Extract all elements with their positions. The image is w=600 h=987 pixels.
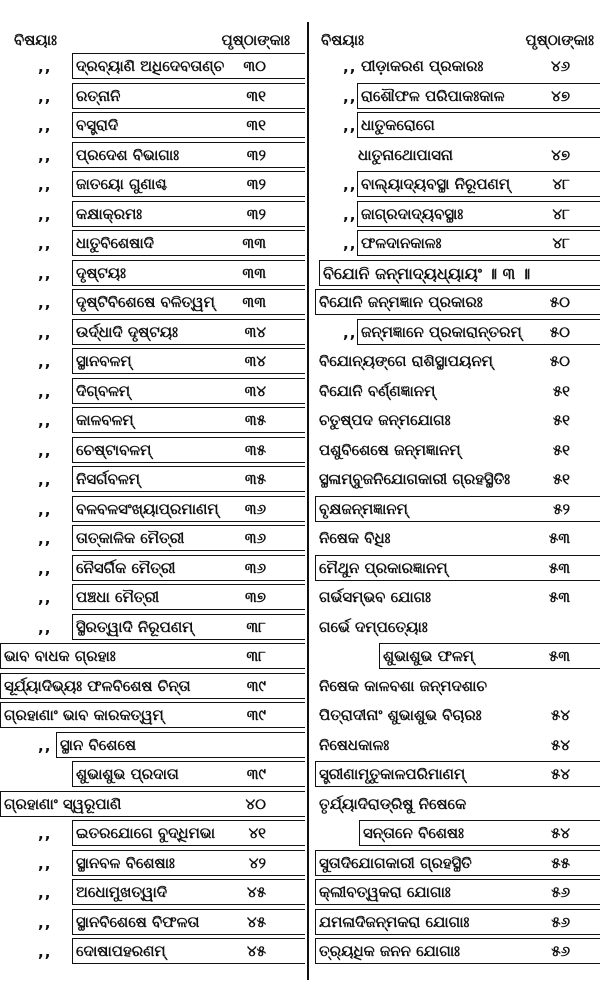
entry-title: ବଳବଳସଂଖ୍ୟାପ୍ରମାଣମ୍ [76, 499, 219, 518]
entry-title: ସୁତାଦିଯୋଗକାରୀ ଗ୍ରହସ୍ଥିତି [319, 853, 472, 872]
entry-page-number: ୩୧ [246, 116, 266, 134]
toc-entry [0, 788, 304, 818]
ditto-mark: ,, [343, 87, 357, 106]
entry-title: ଚତୁଷ୍ପଦ ଜନ୍ମଯୋଗଃ [319, 411, 451, 429]
entry-page-number: ୩୦ [243, 57, 266, 75]
ditto-mark: ,, [38, 500, 52, 519]
ditto-mark: ,, [38, 146, 52, 165]
toc-entry [0, 404, 304, 434]
entry-title: ଜାତୟୋ ଗୁଣାଶ୍ଚ [76, 175, 168, 193]
entry-title: ନିଷେକ ବିଧିଃ [319, 529, 391, 547]
entry-page-number: ୫୧ [552, 470, 570, 488]
entry-title: ସ୍ଥିରତ୍ୱାଦି ନିରୂପଣମ୍ [76, 617, 194, 636]
toc-entry [313, 139, 600, 169]
toc-entry [313, 817, 600, 847]
entry-title: ଯମଳାଦିଜନ୍ମକରା ଯୋଗାଃ [319, 912, 470, 931]
entry-title: ଭାବ ବାଧକ ଗ୍ରହାଃ [4, 647, 116, 665]
toc-entry [313, 788, 600, 818]
ditto-mark: ,, [38, 559, 52, 578]
toc-entry [0, 729, 304, 759]
entry-page-number: ୫୬ [551, 912, 570, 931]
entry-title: ସ୍ଥଳାମ୍ବୁଜନିଯୋଗକାରୀ ଗ୍ରହସ୍ଥିତିଃ [319, 470, 511, 488]
entry-title: ଧାତୁନାଥୋପାସନା [358, 145, 453, 164]
ditto-mark: ,, [38, 235, 52, 253]
ditto-mark: ,, [38, 58, 52, 76]
ditto-mark: ,, [38, 854, 52, 873]
entry-page-number: ୪୫ [247, 883, 266, 901]
entry-page-number: ୫୩ [548, 529, 570, 547]
entry-page-number: ୩୯ [246, 765, 266, 783]
entry-page-number: ୩୫ [244, 470, 266, 488]
entry-page-number: ୫୪ [551, 824, 570, 842]
entry-page-number: ୩୨ [246, 175, 266, 193]
entry-page-number: ୪୭ [551, 86, 570, 105]
entry-title: ରତ୍ନାନି [76, 86, 121, 105]
entry-title: ଅଧୋମୁଖତ୍ୱାଦି [76, 883, 168, 901]
right-column [313, 0, 600, 965]
entry-title: ତାତ୍କାଳିକ ମୈତ୍ରୀ [76, 529, 185, 547]
ditto-mark: ,, [38, 294, 52, 312]
entry-page-number: ୩୮ [246, 647, 266, 665]
toc-entry [313, 611, 600, 641]
entry-title: ସ୍ଥାନ ବିଶେଷେ [60, 735, 137, 754]
entry-title: ସ୍ଥାନବିଶେଷେ ବିଫଳତା [76, 912, 200, 931]
left-column-header [0, 0, 304, 50]
ditto-mark: ,, [38, 884, 52, 902]
entry-page-number: ୫୪ [551, 735, 570, 754]
ditto-mark: ,, [38, 176, 52, 194]
toc-entry [0, 168, 304, 198]
entry-title: ନିସର୍ଗବଳମ୍ [76, 470, 140, 488]
toc-entry [313, 257, 600, 287]
right-column-header [313, 0, 600, 50]
entry-page-number: ୪୨ [248, 853, 266, 872]
entry-page-number: ୪୮ [552, 204, 570, 223]
entry-page-number: ୫୧ [552, 411, 570, 429]
subject-heading: ବିଷୟାଃ [14, 31, 57, 49]
entry-page-number: ୩୪ [244, 381, 266, 400]
entry-title: ଇତରଯୋଗେ ବୁଦ୍ଧିମଭା [76, 824, 216, 842]
entry-page-number: ୫୬ [551, 942, 570, 960]
toc-entry [313, 847, 600, 877]
ditto-mark: ,, [343, 117, 357, 135]
toc-entry [313, 522, 600, 552]
entry-page-number: ୫୫ [551, 853, 570, 872]
entry-title: ଶୁଭାଶୁଭ ପ୍ରଦାତା [76, 765, 179, 783]
ditto-mark: ,, [343, 205, 357, 224]
ditto-mark: ,, [343, 235, 357, 253]
toc-entry [0, 198, 304, 228]
toc-entry [0, 375, 304, 405]
toc-entry [313, 286, 600, 316]
entry-page-number: ୩୩ [242, 234, 266, 252]
subject-heading: ବିଷୟାଃ [321, 31, 364, 49]
toc-entry [0, 522, 304, 552]
entry-page-number: ୪୫ [247, 942, 266, 960]
ditto-mark: ,, [38, 264, 52, 283]
entry-title: ସୂର୍ଯ୍ୟାଦିଭ୍ୟଃ ଫଳବିଶେଷ ଚିନ୍ତା [4, 676, 191, 695]
entry-page-number: ୫୪ [551, 765, 570, 783]
entry-page-number: ୪୫ [247, 912, 266, 931]
toc-entry [0, 611, 304, 641]
ditto-mark: ,, [38, 205, 52, 224]
toc-entry [0, 906, 304, 936]
ditto-mark: ,, [38, 412, 52, 430]
entry-page-number: ୩୩ [242, 293, 266, 311]
toc-entry [0, 80, 304, 110]
ditto-mark: ,, [38, 353, 52, 371]
entry-title: ବିଯୋନି ଜନ୍ମଜ୍ଞାନ ପ୍ରକାରଃ [319, 293, 483, 311]
ditto-mark: ,, [38, 323, 52, 342]
toc-entry [0, 109, 304, 139]
entry-page-number: ୪୮ [552, 234, 570, 252]
entry-page-number: ୩୬ [244, 558, 266, 577]
entry-title: ଫଳଦାନକାଳଃ [361, 234, 442, 252]
toc-entry [0, 139, 304, 169]
ditto-mark: ,, [38, 87, 52, 106]
entry-title: ପୀଡ଼ାକରଣ ପ୍ରକାରଃ [361, 57, 484, 75]
entry-page-number: ୫୦ [549, 293, 570, 311]
entry-title: ସନ୍ତାନେ ବିଶେଷଃ [363, 824, 464, 842]
toc-entry [0, 257, 304, 287]
ditto-mark: ,, [38, 117, 52, 135]
toc-entry [0, 345, 304, 375]
ditto-mark: ,, [38, 825, 52, 843]
entry-page-number: ୫୧ [552, 381, 570, 400]
toc-entry [313, 316, 600, 346]
entry-page-number: ୫୪ [551, 706, 570, 724]
ditto-mark: ,, [38, 471, 52, 489]
entry-title: ଚେଷ୍ଟାବଳମ୍ [76, 440, 152, 459]
ditto-mark: ,, [38, 943, 52, 961]
entry-page-number: ୩୨ [246, 204, 266, 223]
toc-entry [313, 109, 600, 139]
toc-entry [0, 758, 304, 788]
toc-entry [313, 640, 600, 670]
entry-title: ଗର୍ଭେ ଦମ୍ପତ୍ୟୋଃ [319, 617, 428, 636]
toc-entry [313, 375, 600, 405]
entry-title: ସ୍ଥାନବଳମ୍ [76, 352, 132, 370]
entry-title: ଦ୍ରବ୍ୟାଣି ଅଧିଦେବତାଣ୍ଚ [76, 57, 225, 75]
toc-entry [313, 670, 600, 700]
entry-page-number: ୩୪ [244, 352, 266, 370]
right-entry-list [313, 50, 600, 965]
entry-title: ଦିଗ୍‌ବଳମ୍ [76, 381, 131, 400]
entry-title: ବାଲ୍ୟାଦ୍ୟବସ୍ଥା ନିରୂପଣମ୍ [361, 175, 511, 193]
toc-entry [0, 552, 304, 582]
toc-entry [313, 935, 600, 965]
entry-page-number: ୪୬ [550, 57, 570, 75]
toc-entry [313, 463, 600, 493]
entry-page-number: ୩୫ [244, 411, 266, 429]
ditto-mark: ,, [38, 530, 52, 548]
entry-title: ରାଶୌଫଳ ପରିପାକଃକାଳ [361, 86, 505, 105]
toc-entry [0, 581, 304, 611]
entry-title: ନୈସର୍ଗିକ ମୈତ୍ରୀ [76, 558, 176, 577]
entry-title: ମୈଥୁନ ପ୍ରକାରଜ୍ଞାନମ୍ [319, 558, 448, 577]
toc-entry [313, 168, 600, 198]
entry-title: ବିଯୋନି ଜନ୍ମାଦ୍ୟଧ୍ୟାୟଂ ॥ ୩ ॥ [323, 263, 531, 283]
toc-entry [0, 670, 304, 700]
entry-page-number: ୪୧ [248, 824, 266, 842]
entry-title: ଶୁଭାଶୁଭ ଫଳମ୍ [383, 647, 475, 665]
entry-page-number: ୩୮ [246, 617, 266, 636]
toc-entry [0, 640, 304, 670]
toc-entry [313, 198, 600, 228]
entry-title: କାଳବଳମ୍ [76, 411, 134, 429]
entry-page-number: ୪୭ [551, 145, 570, 164]
entry-title: ଉର୍ଦ୍ଧାଦି ଦୃଷ୍ଟୟଃ [76, 322, 178, 341]
ditto-mark: ,, [38, 618, 52, 637]
ditto-mark: ,, [38, 589, 52, 607]
toc-entry [313, 758, 600, 788]
entry-title: ବୃକ୍ଷଜନ୍ମଜ୍ଞାନମ୍ [319, 499, 408, 518]
page-heading: ପୃଷ୍ଠାଙ୍କାଃ [221, 31, 290, 49]
entry-title: ନିଷେକ କାଳବଶା ଜନ୍ମଦଶାଚ [319, 676, 488, 695]
ditto-mark: ,, [38, 382, 52, 401]
entry-page-number: ୩୫ [244, 440, 266, 459]
entry-title: କ୍ଲୀବତ୍ୱକରା ଯୋଗାଃ [319, 883, 451, 901]
entry-title: ଦୃଷ୍ଟୟଃ [76, 263, 126, 282]
entry-title: ଗ୍ରହାଣାଂ ଭାବ କାରକତ୍ୱମ୍ [4, 706, 164, 724]
entry-title: ଧାତୁବିଶେଷାଦି [76, 234, 154, 252]
left-entry-list [0, 50, 304, 965]
entry-page-number: ୩୯ [246, 706, 266, 724]
toc-entry [313, 80, 600, 110]
entry-page-number: ୫୦ [549, 352, 570, 370]
toc-entry [313, 493, 600, 523]
toc-entry [0, 817, 304, 847]
toc-entry [313, 729, 600, 759]
ditto-mark: ,, [343, 176, 357, 194]
toc-entry [313, 699, 600, 729]
toc-entry [0, 935, 304, 965]
ditto-mark: ,, [38, 441, 52, 460]
entry-title: ବିଯୋନି ବର୍ଣ୍ଣଜ୍ଞାନମ୍ [319, 381, 436, 400]
toc-entry [313, 434, 600, 464]
entry-page-number: ୫୩ [548, 588, 570, 606]
entry-title: ନିଷେଧକାଳଃ [319, 735, 390, 754]
toc-entry [0, 316, 304, 346]
entry-page-number: ୩୭ [245, 588, 266, 606]
entry-page-number: ୩୩ [242, 263, 266, 282]
entry-title: ଜାଗ୍ରଦାଦ୍ୟବସ୍ଥାଃ [361, 204, 464, 223]
toc-entry [0, 286, 304, 316]
entry-title: ପ୍ରଦେଶ ବିଭାଗାଃ [76, 145, 180, 164]
entry-title: ଦୃଷ୍ଟିବିଶେଷେ ବଳିତ୍ୱମ୍ [76, 293, 215, 311]
toc-entry [313, 906, 600, 936]
toc-entry [0, 847, 304, 877]
entry-title: ଜନ୍ମଜ୍ଞାନେ ପ୍ରକାରାନ୍ତରମ୍ [361, 322, 522, 341]
entry-title: ପିତ୍ରାଦୀନାଂ ଶୁଭାଶୁଭ ବିଚାରଃ [319, 706, 482, 724]
ditto-mark: ,, [38, 913, 52, 932]
entry-title: ସ୍ତ୍ରୀଣାମୃତୁକାଳପରିମାଣମ୍ [319, 765, 466, 783]
ditto-mark: ,, [343, 323, 357, 342]
ditto-mark: ,, [343, 58, 357, 76]
entry-title: ସ୍ଥାନବଳ ବିଶେଷାଃ [76, 853, 175, 872]
entry-title: ଦୋଷାପହରଣମ୍ [76, 942, 166, 960]
entry-page-number: ୩୯ [246, 676, 266, 695]
entry-title: ତୃର୍ଯ୍ୟାଦିରାଡ୍ରିଷୁ ନିଷେକେ [319, 794, 467, 813]
toc-entry [0, 699, 304, 729]
entry-page-number: ୫୦ [549, 322, 570, 341]
toc-entry [313, 581, 600, 611]
toc-entry [313, 876, 600, 906]
entry-page-number: ୫୬ [551, 883, 570, 901]
toc-entry [0, 50, 304, 80]
column-divider [307, 22, 309, 980]
entry-title: ଧାତୁକରୋଗେ [361, 116, 435, 134]
toc-entry [313, 552, 600, 582]
entry-page-number: ୩୬ [244, 499, 266, 518]
toc-entry [313, 404, 600, 434]
entry-title: ପଞ୍ଚଧା ମୈତ୍ରୀ [76, 588, 160, 606]
entry-title: ଗର୍ଭସମ୍ଭବ ଯୋଗଃ [319, 588, 431, 606]
entry-title: ପଶୁବିଶେଷେ ଜନ୍ମଜ୍ଞାନମ୍ [319, 440, 461, 459]
entry-title: କକ୍ଷାକ୍ରମଃ [76, 204, 143, 223]
entry-page-number: ୫୧ [552, 440, 570, 459]
entry-title: ବସ୍ତ୍ରାଦି [76, 116, 119, 134]
entry-page-number: ୫୨ [553, 499, 570, 518]
toc-entry [0, 463, 304, 493]
toc-entry [0, 227, 304, 257]
toc-entry [313, 50, 600, 80]
entry-title: ବିଯୋନ୍ୟଙ୍ଗେ ରାଶିସ୍ଥାପୟନମ୍ [319, 352, 493, 370]
toc-entry [313, 227, 600, 257]
entry-title: ତ୍ର୍ୟଧିକ ଜନନ ଯୋଗାଃ [319, 942, 460, 960]
entry-page-number: ୩୧ [246, 86, 266, 105]
toc-entry [0, 434, 304, 464]
entry-page-number: ୩୬ [244, 529, 266, 547]
entry-title: ଗ୍ରହାଣାଂ ସ୍ୱରୂପାଣି [4, 794, 122, 813]
page-heading: ପୃଷ୍ଠାଙ୍କାଃ [525, 31, 594, 49]
entry-page-number: ୪୦ [245, 794, 266, 813]
toc-entry [313, 345, 600, 375]
ditto-mark: ,, [38, 736, 52, 755]
left-column [0, 0, 304, 965]
entry-page-number: ୪୮ [552, 175, 570, 193]
toc-entry [0, 876, 304, 906]
entry-page-number: ୫୩ [548, 647, 570, 665]
entry-page-number: ୫୩ [548, 558, 570, 577]
entry-page-number: ୩୨ [246, 145, 266, 164]
entry-page-number: ୩୪ [244, 322, 266, 341]
toc-entry [0, 493, 304, 523]
